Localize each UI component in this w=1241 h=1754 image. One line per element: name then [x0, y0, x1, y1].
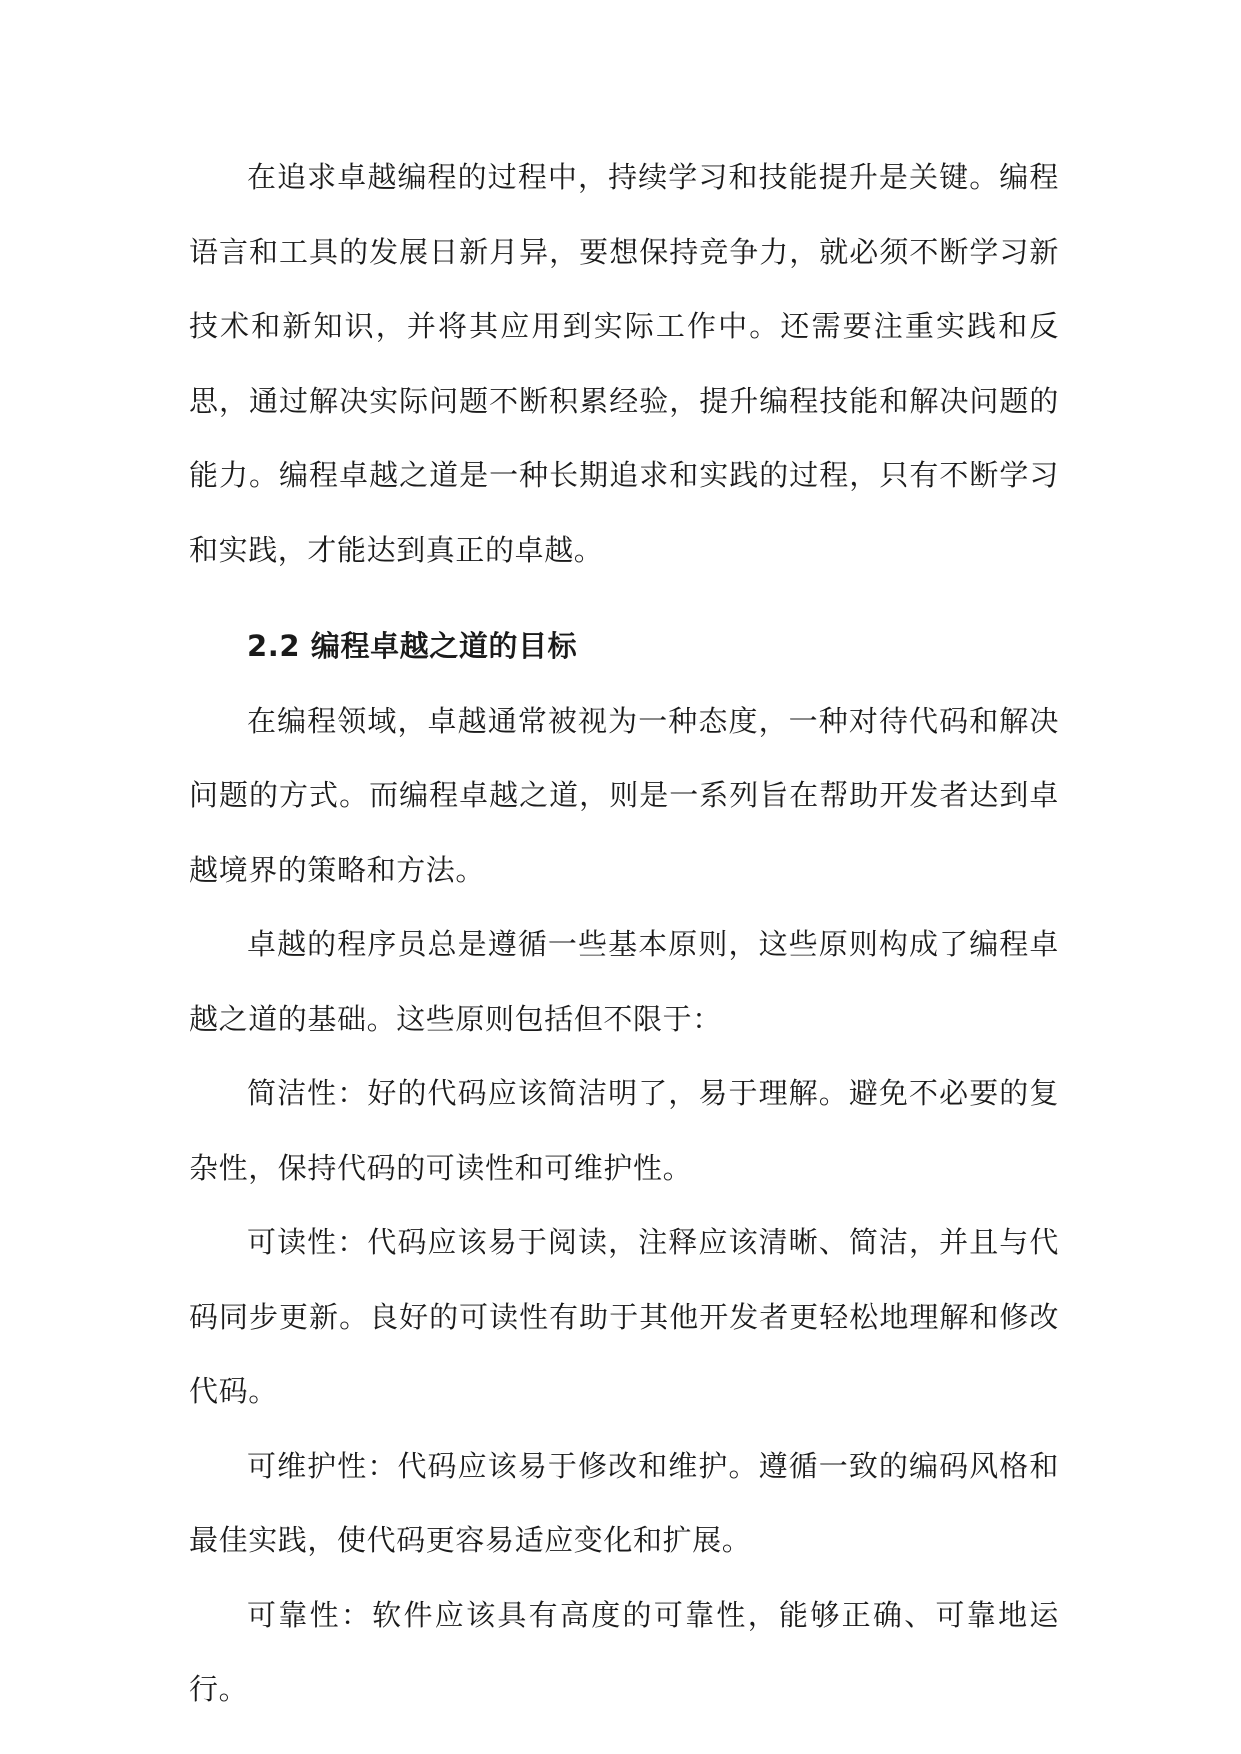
principle-simplicity: 简洁性：好的代码应该简洁明了，易于理解。避免不必要的复杂性，保持代码的可读性和可维护性。	[189, 1076, 1059, 1185]
body-paragraph-1: 在编程领域，卓越通常被视为一种态度，一种对待代码和解决问题的方式。而编程卓越之道，则是一系列旨在帮助开发者达到卓越境界的策略和方法。	[189, 703, 1059, 887]
section-heading: 2.2 编程卓越之道的目标	[247, 629, 578, 663]
body-paragraph-2: 卓越的程序员总是遵循一些基本原则，这些原则构成了编程卓越之道的基础。这些原则包括但不限于：	[189, 927, 1059, 1036]
principle-maintainability: 可维护性：代码应该易于修改和维护。遵循一致的编码风格和最佳实践，使代码更容易适应变化和扩展。	[189, 1448, 1059, 1557]
document-body	[189, 140, 1059, 1727]
section-gap	[189, 587, 1059, 609]
principle-readability: 可读性：代码应该易于阅读，注释应该清晰、简洁，并且与代码同步更新。良好的可读性有助于其他开发者更轻松地理解和修改代码。	[189, 1225, 1059, 1408]
body-paragraph-intro: 在追求卓越编程的过程中，持续学习和技能提升是关键。编程语言和工具的发展日新月异，要想保持竞争力，就必须不断学习新技术和新知识，并将其应用到实际工作中。还需要注重实践和反思，通过解决实际问题不断积累经验，提升编程技能和解决问题的能力。编程卓越之道是一种长期追求和实践的过程，只有不断学习和实践，才能达到真正的卓越。	[189, 160, 1059, 567]
principle-reliability: 可靠性：软件应该具有高度的可靠性，能够正确、可靠地运行。	[189, 1597, 1059, 1706]
